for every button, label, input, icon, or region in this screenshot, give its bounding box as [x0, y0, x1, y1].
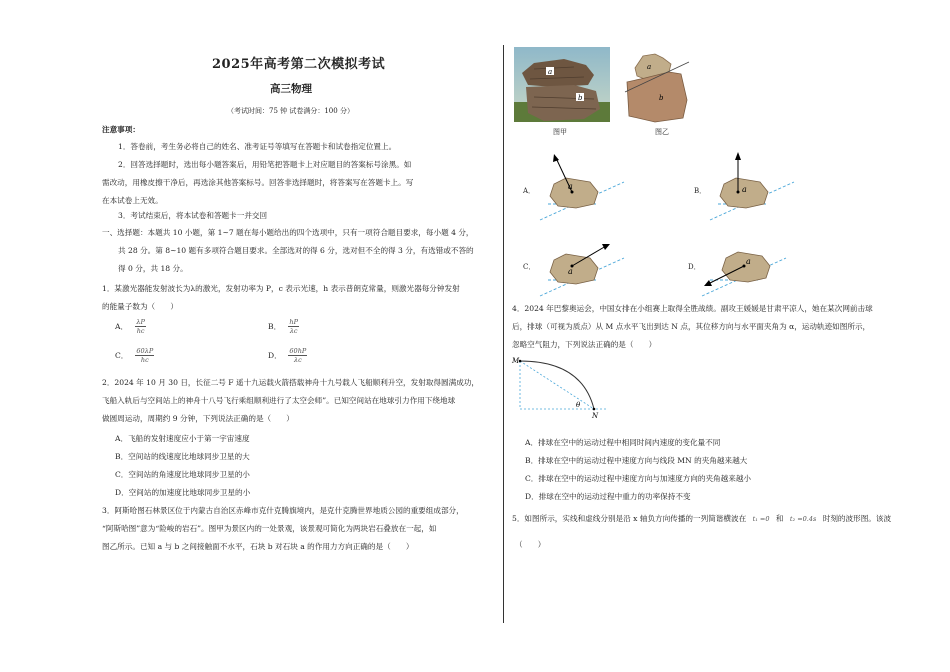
q1-option-a: [115, 318, 146, 335]
q3-b-rock-label: a: [742, 185, 747, 194]
q3-option-b-diagram: [708, 152, 798, 224]
q3-line3: 图乙所示。已知 a 与 b 之间接触面不水平，石块 b 对石块 a 的作用力方向正确的是（ ）: [102, 542, 414, 551]
figure-a-label-b: b: [578, 94, 583, 102]
q1-option-d: [268, 347, 307, 364]
figure-a-label-a: a: [548, 68, 553, 76]
q1-option-a-letter: A．: [115, 321, 129, 331]
note-2c: 在本试卷上无效。: [102, 196, 163, 205]
section1-line2: 共 28 分。第 8~10 题有多项符合题目要求。全部选对的得 6 分，选对但不全的得 3 分，有选错或不答的: [118, 246, 474, 255]
exam-title: 2025年高考第二次模拟考试: [212, 57, 386, 72]
q1-b-den: λc: [289, 327, 298, 335]
q1-option-c: [115, 347, 154, 364]
q1-a-den: hc: [136, 327, 145, 335]
q4-line1: 4．2024 年巴黎奥运会，中国女排在小组赛上取得全胜战绩。副攻王媛媛是甘肃平凉人，她在某次网前击球: [512, 304, 873, 313]
q3-option-a-label: A．: [523, 187, 536, 195]
q1-option-d-letter: D．: [268, 350, 282, 360]
q4-option-b: B．排球在空中的运动过程中速度方向与线段 MN 的夹角越来越大: [525, 456, 748, 465]
q2-option-a: A．飞船的发射速度应小于第一宇宙速度: [115, 434, 250, 443]
figure-b-caption: 图乙: [655, 128, 669, 136]
q4-label-theta: θ: [576, 401, 581, 409]
q1-line1: 1．某激光器能发射波长为λ的激光，发射功率为 P，c 表示光速，h 表示普朗克常量，则激光器每分钟发射: [102, 284, 460, 293]
q5-and: 和: [775, 514, 784, 523]
q3-option-b-label: B．: [694, 187, 707, 195]
q3-line2: “阿斯哈图”意为“险峻的岩石”。图甲为景区内的一处景观，该景观可简化为两块岩石叠放在一起，如: [102, 524, 437, 533]
q4-option-c: C．排球在空中的运动过程中速度方向与加速度方向的夹角越来越小: [525, 474, 752, 483]
figure-a-photo: [514, 47, 610, 122]
q1-d-den: λc: [293, 356, 302, 364]
note-1: 1．答卷前，考生务必将自己的姓名、准考证号等填写在答题卡和试卷指定位置上。: [118, 142, 397, 151]
q4-option-a: A．排球在空中的运动过程中相同时间内速度的变化量不同: [525, 438, 721, 447]
q5-t1: t₁ =0: [752, 515, 770, 523]
q5-line1a: 5．如图所示，实线和虚线分别是沿 x 轴负方向传播的一列简谐横波在: [512, 514, 747, 523]
q3-option-c-label: C．: [523, 263, 536, 271]
q1-option-b-letter: B．: [268, 321, 282, 331]
section1-line3: 得 0 分，共 18 分。: [118, 264, 188, 273]
q2-line2: 飞船入轨后与空间站上的神舟十八号飞行乘组顺利进行了太空会师”。已知空间站在地球引力作用下绕地球: [102, 396, 456, 405]
q1-b-num: hP: [289, 318, 298, 326]
q2-line3: 做圆周运动，周期约 9 分钟，下列说法正确的是（ ）: [102, 414, 294, 423]
q5-t2: t₂ =0.4s: [789, 515, 817, 523]
exam-info: （考试时间：75 钟 试卷满分：100 分）: [227, 107, 354, 115]
q1-c-num: 60λP: [136, 347, 154, 355]
figure-b-label-a: a: [647, 63, 652, 71]
q1-c-den: hc: [140, 356, 149, 364]
q3-a-rock-label: a: [568, 182, 573, 191]
q3-option-d-diagram: [700, 230, 790, 300]
q3-option-d-label: D．: [688, 263, 701, 271]
q3-c-rock-label: a: [568, 267, 573, 276]
column-divider: [503, 45, 504, 623]
q1-d-num: 60hP: [289, 347, 307, 355]
q4-label-m: M: [512, 357, 520, 365]
q4-label-n: N: [592, 412, 599, 420]
q2-line1: 2．2024 年 10 月 30 日，长征二号 F 遥十九运载火箭搭载神舟十九号载人飞船顺利升空，发射取得圆满成功，: [102, 378, 479, 387]
notes-heading: 注意事项：: [102, 125, 140, 134]
q3-option-c-diagram: [538, 230, 628, 300]
q5-line1b: 时刻的波形图。该波: [822, 514, 892, 523]
section1-line1: 一、选择题：本题共 10 小题，第 1~7 题在每小题给出的四个选项中，只有一项符合题目要求，每小题 4 分，: [102, 228, 474, 237]
note-3: 3．考试结束后，将本试卷和答题卡一并交回: [118, 211, 268, 220]
q2-option-c: C．空间站的角速度比地球同步卫星的小: [115, 470, 250, 479]
q5-line1: [512, 514, 891, 524]
q4-trajectory-diagram: [512, 355, 612, 420]
q4-line2: 后，排球（可视为质点）从 M 点水平飞出到达 N 点，其位移方向与水平面夹角为 α，运动轨迹如图所示，: [512, 322, 871, 331]
figure-a-caption: 图甲: [553, 128, 567, 136]
figure-b-label-b: b: [659, 94, 664, 102]
q4-line3: 忽略空气阻力，下列说法正确的是（ ）: [512, 340, 657, 349]
q1-a-num: λP: [136, 318, 145, 326]
q3-line1: 3．阿斯哈图石林景区位于内蒙古自治区赤峰市克什克腾旗境内，是克什克腾世界地质公园的重要组成部分，: [102, 506, 464, 515]
exam-subtitle: 高三物理: [270, 83, 312, 95]
q1-option-c-letter: C．: [115, 350, 129, 360]
q1-option-b: [268, 318, 299, 335]
q4-option-d: D．排球在空中的运动过程中重力的功率保持不变: [525, 492, 691, 501]
q3-d-rock-label: a: [746, 257, 751, 266]
q1-line2: 的能量子数为（ ）: [102, 302, 178, 311]
note-2a: 2．回答选择题时，选出每小题答案后，用铅笔把答题卡上对应题目的答案标号涂黑。如: [118, 160, 412, 169]
note-2b: 需改动，用橡皮擦干净后，再选涂其他答案标号。回答非选择题时，将答案写在答题卡上。写: [102, 178, 414, 187]
q2-option-d: D．空间站的加速度比地球同步卫星的小: [115, 488, 251, 497]
figure-b-diagram: [625, 50, 695, 122]
q5-line2: （ ）: [515, 540, 546, 549]
q2-option-b: B．空间站的线速度比地球同步卫星的大: [115, 452, 250, 461]
q3-option-a-diagram: [538, 152, 628, 224]
